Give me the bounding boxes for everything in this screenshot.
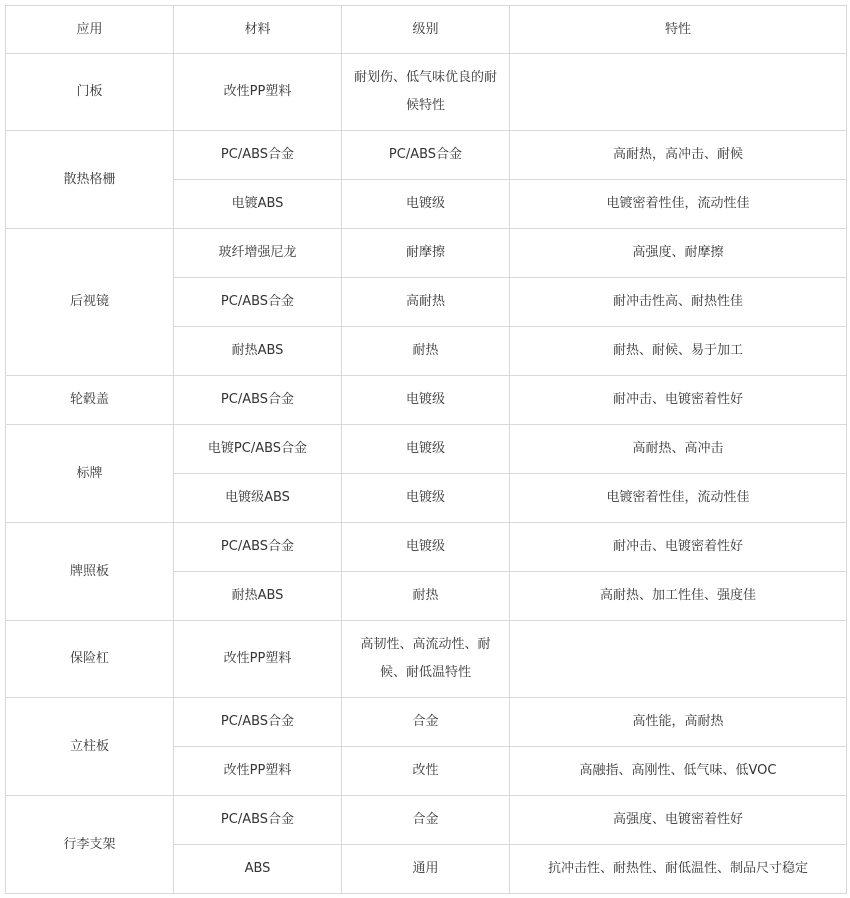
- grade-cell: 高韧性、高流动性、耐候、耐低温特性: [342, 621, 510, 698]
- material-cell: 改性PP塑料: [174, 54, 342, 131]
- header-application: 应用: [6, 6, 174, 54]
- properties-cell: 抗冲击性、耐热性、耐低温性、制品尺寸稳定: [510, 845, 847, 894]
- material-cell: PC/ABS合金: [174, 523, 342, 572]
- header-row: [6, 6, 847, 54]
- application-cell: 保险杠: [6, 621, 174, 698]
- table-row: [6, 796, 847, 845]
- grade-cell: 电镀级: [342, 474, 510, 523]
- grade-cell: 耐热: [342, 327, 510, 376]
- material-cell: 电镀ABS: [174, 180, 342, 229]
- grade-cell: 耐热: [342, 572, 510, 621]
- properties-cell: 高性能，高耐热: [510, 698, 847, 747]
- header-properties: 特性: [510, 6, 847, 54]
- material-cell: ABS: [174, 845, 342, 894]
- material-cell: 电镀PC/ABS合金: [174, 425, 342, 474]
- properties-cell: 高强度、电镀密着性好: [510, 796, 847, 845]
- properties-cell: 高融指、高刚性、低气味、低VOC: [510, 747, 847, 796]
- material-cell: PC/ABS合金: [174, 131, 342, 180]
- material-cell: PC/ABS合金: [174, 698, 342, 747]
- table-row: [6, 131, 847, 180]
- application-cell: 轮毂盖: [6, 376, 174, 425]
- properties-cell: 耐热、耐候、易于加工: [510, 327, 847, 376]
- table-row: [6, 523, 847, 572]
- properties-cell: 电镀密着性佳，流动性佳: [510, 474, 847, 523]
- grade-cell: 电镀级: [342, 523, 510, 572]
- material-cell: PC/ABS合金: [174, 278, 342, 327]
- material-cell: 改性PP塑料: [174, 747, 342, 796]
- application-cell: 行李支架: [6, 796, 174, 894]
- properties-cell: 高耐热，高冲击、耐候: [510, 131, 847, 180]
- material-cell: PC/ABS合金: [174, 796, 342, 845]
- properties-cell: 耐冲击性高、耐热性佳: [510, 278, 847, 327]
- material-cell: 改性PP塑料: [174, 621, 342, 698]
- grade-cell: 合金: [342, 698, 510, 747]
- header-material: 材料: [174, 6, 342, 54]
- application-cell: 立柱板: [6, 698, 174, 796]
- material-cell: PC/ABS合金: [174, 376, 342, 425]
- properties-cell: 耐冲击、电镀密着性好: [510, 523, 847, 572]
- grade-cell: 电镀级: [342, 425, 510, 474]
- grade-cell: 电镀级: [342, 376, 510, 425]
- properties-cell: [510, 54, 847, 131]
- properties-cell: 高耐热、高冲击: [510, 425, 847, 474]
- table-row: [6, 54, 847, 131]
- properties-cell: 耐冲击、电镀密着性好: [510, 376, 847, 425]
- grade-cell: 改性: [342, 747, 510, 796]
- grade-cell: PC/ABS合金: [342, 131, 510, 180]
- material-cell: 耐热ABS: [174, 327, 342, 376]
- application-cell: 门板: [6, 54, 174, 131]
- table-row: [6, 425, 847, 474]
- table-row: [6, 698, 847, 747]
- header-grade: 级别: [342, 6, 510, 54]
- grade-cell: 耐摩擦: [342, 229, 510, 278]
- grade-cell: 通用: [342, 845, 510, 894]
- properties-cell: 高强度、耐摩擦: [510, 229, 847, 278]
- grade-cell: 电镀级: [342, 180, 510, 229]
- table-row: [6, 376, 847, 425]
- grade-cell: 耐划伤、低气味优良的耐候特性: [342, 54, 510, 131]
- grade-cell: 合金: [342, 796, 510, 845]
- materials-table: [5, 5, 847, 894]
- application-cell: 散热格栅: [6, 131, 174, 229]
- material-cell: 电镀级ABS: [174, 474, 342, 523]
- grade-cell: 高耐热: [342, 278, 510, 327]
- properties-cell: [510, 621, 847, 698]
- table-row: [6, 229, 847, 278]
- material-cell: 耐热ABS: [174, 572, 342, 621]
- table-row: [6, 621, 847, 698]
- properties-cell: 电镀密着性佳，流动性佳: [510, 180, 847, 229]
- application-cell: 牌照板: [6, 523, 174, 621]
- properties-cell: 高耐热、加工性佳、强度佳: [510, 572, 847, 621]
- application-cell: 后视镜: [6, 229, 174, 376]
- application-cell: 标牌: [6, 425, 174, 523]
- material-cell: 玻纤增强尼龙: [174, 229, 342, 278]
